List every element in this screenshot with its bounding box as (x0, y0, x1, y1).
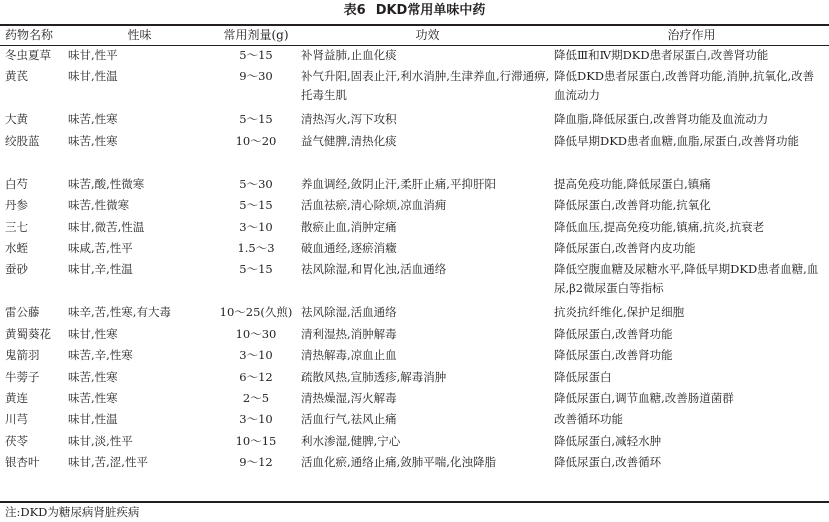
cell-effect: 降低早期DKD患者血糖,血脂,尿蛋白,改善肾功能 (554, 133, 799, 148)
cell-taste: 味甘,淡,性平 (68, 433, 133, 448)
table-row (0, 45, 829, 66)
cell-function: 清利湿热,消肿解毒 (301, 326, 397, 341)
cell-function: 益气健脾,清热化痰 (301, 133, 397, 148)
cell-dose: 10～25(久煎) (219, 305, 293, 320)
cell-effect: 抗炎抗纤维化,保护足细胞 (554, 305, 685, 320)
cell-taste: 味苦,性寒 (68, 390, 118, 405)
cell-effect: 降血脂,降低尿蛋白,改善肾功能及血流动力 (554, 112, 769, 127)
cell-effect: 降低尿蛋白,改善肾内皮功能 (554, 240, 696, 255)
cell-effect: 降低DKD患者尿蛋白,改善肾功能,消肿,抗氧化,改善血流动力 (554, 69, 815, 103)
table-row (0, 367, 829, 388)
cell-function: 清热解毒,凉血止血 (301, 348, 397, 363)
cell-name: 绞股蓝 (5, 133, 40, 148)
cell-taste: 味苦,性寒 (68, 112, 118, 127)
cell-name: 丹参 (5, 198, 28, 213)
cell-taste: 味苦,酸,性微寒 (68, 176, 145, 191)
cell-name: 雷公藤 (5, 305, 40, 320)
cell-taste: 味甘,微苦,性温 (68, 219, 145, 234)
table-row (0, 452, 829, 473)
cell-function: 补气升阳,固表止汗,利水消肿,生津养血,行滞通痹,托毒生肌 (301, 69, 550, 103)
table-row (0, 174, 829, 195)
cell-name: 黄芪 (5, 69, 28, 84)
header-row (0, 25, 829, 45)
table-row (0, 302, 829, 323)
table-row (0, 345, 829, 366)
cell-dose: 9～12 (239, 455, 273, 470)
cell-name: 牛蒡子 (5, 369, 40, 384)
herb-table (0, 25, 829, 473)
cell-taste: 味咸,苦,性平 (68, 240, 133, 255)
table-row (0, 217, 829, 238)
cell-function: 利水渗湿,健脾,宁心 (301, 433, 401, 448)
header-taste: 性味 (127, 28, 152, 42)
cell-function: 活血祛瘀,清心除烦,凉血消痈 (301, 198, 447, 213)
cell-dose: 3～10 (239, 412, 273, 427)
cell-effect: 降低尿蛋白,改善循环 (554, 455, 662, 470)
cell-dose: 1.5～3 (237, 240, 275, 255)
table-row (0, 195, 829, 216)
cell-function: 疏散风热,宣肺透疹,解毒消肿 (301, 369, 447, 384)
table-row (0, 409, 829, 430)
table-row (0, 431, 829, 452)
cell-dose: 5～15 (239, 198, 273, 213)
cell-name: 黄蜀葵花 (5, 326, 51, 341)
cell-name: 蚕砂 (5, 262, 28, 277)
cell-effect: 降低空腹血糖及尿糖水平,降低早期DKD患者血糖,血尿,β2微尿蛋白等指标 (554, 262, 819, 296)
cell-taste: 味苦,辛,性寒 (68, 348, 133, 363)
cell-taste: 味甘,性温 (68, 69, 118, 84)
cell-name: 黄连 (5, 390, 28, 405)
cell-dose: 10～15 (235, 433, 277, 448)
cell-function: 养血调经,敛阴止汗,柔肝止痛,平抑肝阳 (301, 176, 496, 191)
cell-function: 清热燥湿,泻火解毒 (301, 390, 397, 405)
table-row (0, 238, 829, 259)
cell-name: 银杏叶 (5, 455, 40, 470)
table-row (0, 66, 829, 109)
cell-taste: 味甘,性寒 (68, 326, 118, 341)
cell-function: 破血通经,逐瘀消癥 (301, 240, 397, 255)
cell-function: 活血行气,祛风止痛 (301, 412, 397, 427)
table-row (0, 131, 829, 174)
cell-taste: 味苦,性寒 (68, 369, 118, 384)
cell-taste: 味甘,性平 (68, 48, 118, 62)
header-dose: 常用剂量(g) (223, 28, 289, 42)
cell-name: 三七 (5, 219, 28, 234)
cell-effect: 降低血压,提高免疫功能,镇痛,抗炎,抗衰老 (554, 219, 765, 234)
table-header (0, 25, 829, 45)
cell-dose: 5～30 (239, 176, 273, 191)
table-body (0, 45, 829, 473)
table-row (0, 324, 829, 345)
bottom-rule (0, 501, 829, 503)
cell-function: 补肾益肺,止血化痰 (301, 48, 397, 62)
cell-effect: 降低Ⅲ和Ⅳ期DKD患者尿蛋白,改善肾功能 (554, 48, 769, 62)
cell-taste: 味辛,苦,性寒,有大毒 (68, 305, 171, 320)
cell-effect: 降低尿蛋白 (554, 369, 612, 384)
cell-dose: 5～15 (239, 262, 273, 277)
cell-effect: 降低尿蛋白,改善肾功能,抗氧化 (554, 198, 711, 213)
cell-taste: 味甘,苦,涩,性平 (68, 455, 148, 470)
cell-function: 祛风除湿,活血通络 (301, 305, 397, 320)
cell-effect: 降低尿蛋白,改善肾功能 (554, 326, 673, 341)
cell-dose: 9～30 (239, 69, 273, 84)
cell-dose: 3～10 (239, 348, 273, 363)
table-footnote: 注:DKD为糖尿病肾脏疾病 (5, 505, 140, 519)
cell-name: 冬虫夏草 (5, 48, 51, 62)
cell-name: 茯苓 (5, 433, 28, 448)
header-function: 功效 (415, 28, 440, 42)
table-number: 表6 (343, 3, 366, 18)
table-row (0, 109, 829, 130)
cell-effect: 降低尿蛋白,调节血糖,改善肠道菌群 (554, 390, 734, 405)
header-effect: 治疗作用 (667, 28, 716, 42)
cell-dose: 6～12 (239, 369, 273, 384)
cell-effect: 降低尿蛋白,减轻水肿 (554, 433, 662, 448)
table-row (0, 259, 829, 302)
cell-taste: 味甘,性温 (68, 412, 118, 427)
cell-function: 清热泻火,泻下攻积 (301, 112, 397, 127)
cell-name: 大黄 (5, 112, 28, 127)
cell-dose: 10～20 (235, 133, 277, 148)
cell-name: 水蛭 (5, 240, 28, 255)
table-caption (0, 2, 829, 20)
header-name: 药物名称 (5, 28, 54, 42)
cell-dose: 5～15 (239, 48, 273, 62)
cell-function: 活血化瘀,通络止痛,敛肺平喘,化浊降脂 (301, 455, 496, 470)
cell-taste: 味甘,辛,性温 (68, 262, 133, 277)
cell-function: 祛风除湿,和胃化浊,活血通络 (301, 262, 447, 277)
cell-dose: 5～15 (239, 112, 273, 127)
cell-name: 白芍 (5, 176, 28, 191)
cell-name: 川芎 (5, 412, 28, 427)
cell-effect: 降低尿蛋白,改善肾功能 (554, 348, 673, 363)
table-row (0, 388, 829, 409)
cell-function: 散瘀止血,消肿定痛 (301, 219, 397, 234)
cell-dose: 2～5 (242, 390, 270, 405)
cell-dose: 3～10 (239, 219, 273, 234)
cell-name: 鬼箭羽 (5, 348, 40, 363)
table-title: DKD常用单味中药 (375, 3, 486, 18)
cell-taste: 味苦,性微寒 (68, 198, 130, 213)
cell-dose: 10～30 (235, 326, 277, 341)
cell-taste: 味苦,性寒 (68, 133, 118, 148)
cell-effect: 提高免疫功能,降低尿蛋白,镇痛 (554, 176, 711, 191)
cell-effect: 改善循环功能 (554, 412, 623, 427)
